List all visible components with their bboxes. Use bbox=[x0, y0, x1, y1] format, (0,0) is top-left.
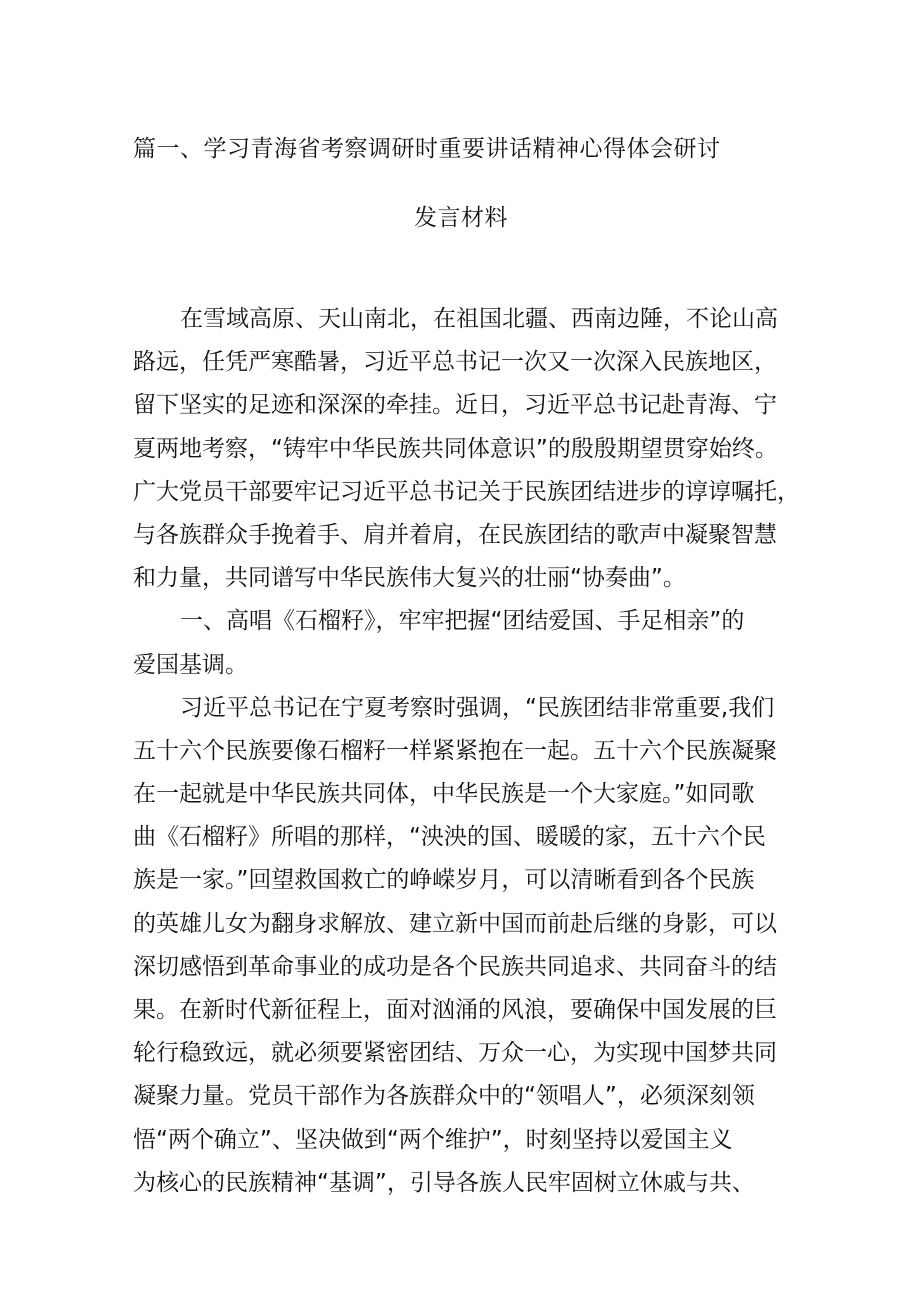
paragraph-2-line: 习近平总书记在宁夏考察时强调，“民族团结非常重要,我们 bbox=[180, 694, 775, 721]
paragraph-2-line: 凝聚力量。党员干部作为各族群众中的“领唱人”，必须深刻领 bbox=[133, 1083, 755, 1110]
paragraph-2-line: 的英雄儿女为翻身求解放、建立新中国而前赴后继的身影，可以 bbox=[133, 910, 777, 937]
paragraph-2-line: 曲《石榴籽》所唱的那样，“泱泱的国、暖暖的家，五十六个民 bbox=[133, 824, 766, 851]
document-title-line-1: 篇一、学习青海省考察调研时重要讲话精神心得体会研讨 bbox=[133, 136, 721, 162]
paragraph-1-line: 夏两地考察，“铸牢中华民族共同体意识”的殷殷期望贯穿始终。 bbox=[133, 435, 778, 462]
section-heading-line: 一、高唱《石榴籽》，牢牢把握“团结爱国、手足相亲”的 bbox=[180, 608, 745, 635]
paragraph-2-line: 悟“两个确立”、坚决做到“两个维护”，时刻坚持以爱国主义 bbox=[133, 1126, 733, 1153]
paragraph-1-line: 路远，任凭严寒酷暑，习近平总书记一次又一次深入民族地区， bbox=[133, 349, 777, 376]
document-title-line-2: 发言材料 bbox=[414, 205, 508, 231]
paragraph-2-line: 五十六个民族要像石榴籽一样紧紧抱在一起。五十六个民族凝聚 bbox=[133, 737, 777, 764]
section-heading-line: 爱国基调。 bbox=[133, 651, 248, 678]
paragraph-2-line: 为核心的民族精神“基调”，引导各族人民牢固树立休戚与共、 bbox=[133, 1169, 755, 1196]
paragraph-1-line: 和力量，共同谱写中华民族伟大复兴的壮丽“协奏曲”。 bbox=[133, 565, 686, 592]
paragraph-1-line: 留下坚实的足迹和深深的牵挂。近日，习近平总书记赴青海、宁 bbox=[133, 392, 777, 419]
paragraph-1-line: 在雪域高原、天山南北，在祖国北疆、西南边陲，不论山高 bbox=[180, 306, 778, 332]
paragraph-1-line: 与各族群众手挽着手、肩并着肩，在民族团结的歌声中凝聚智慧 bbox=[133, 521, 777, 548]
document-body bbox=[133, 298, 813, 1205]
paragraph-2-line: 族是一家。”回望救国救亡的峥嵘岁月，可以清晰看到各个民族 bbox=[133, 867, 755, 894]
paragraph-2-line: 轮行稳致远，就必须要紧密团结、万众一心，为实现中国梦共同 bbox=[133, 1040, 777, 1067]
paragraph-2-line: 深切感悟到革命事业的成功是各个民族共同追求、共同奋斗的结 bbox=[133, 953, 777, 980]
paragraph-1-line: 广大党员干部要牢记习近平总书记关于民族团结进步的谆谆嘱托， bbox=[133, 478, 800, 505]
paragraph-2-line: 果。在新时代新征程上，面对汹涌的风浪，要确保中国发展的巨 bbox=[133, 997, 777, 1023]
paragraph-2-line: 在一起就是中华民族共同体，中华民族是一个大家庭。”如同歌 bbox=[133, 781, 755, 808]
